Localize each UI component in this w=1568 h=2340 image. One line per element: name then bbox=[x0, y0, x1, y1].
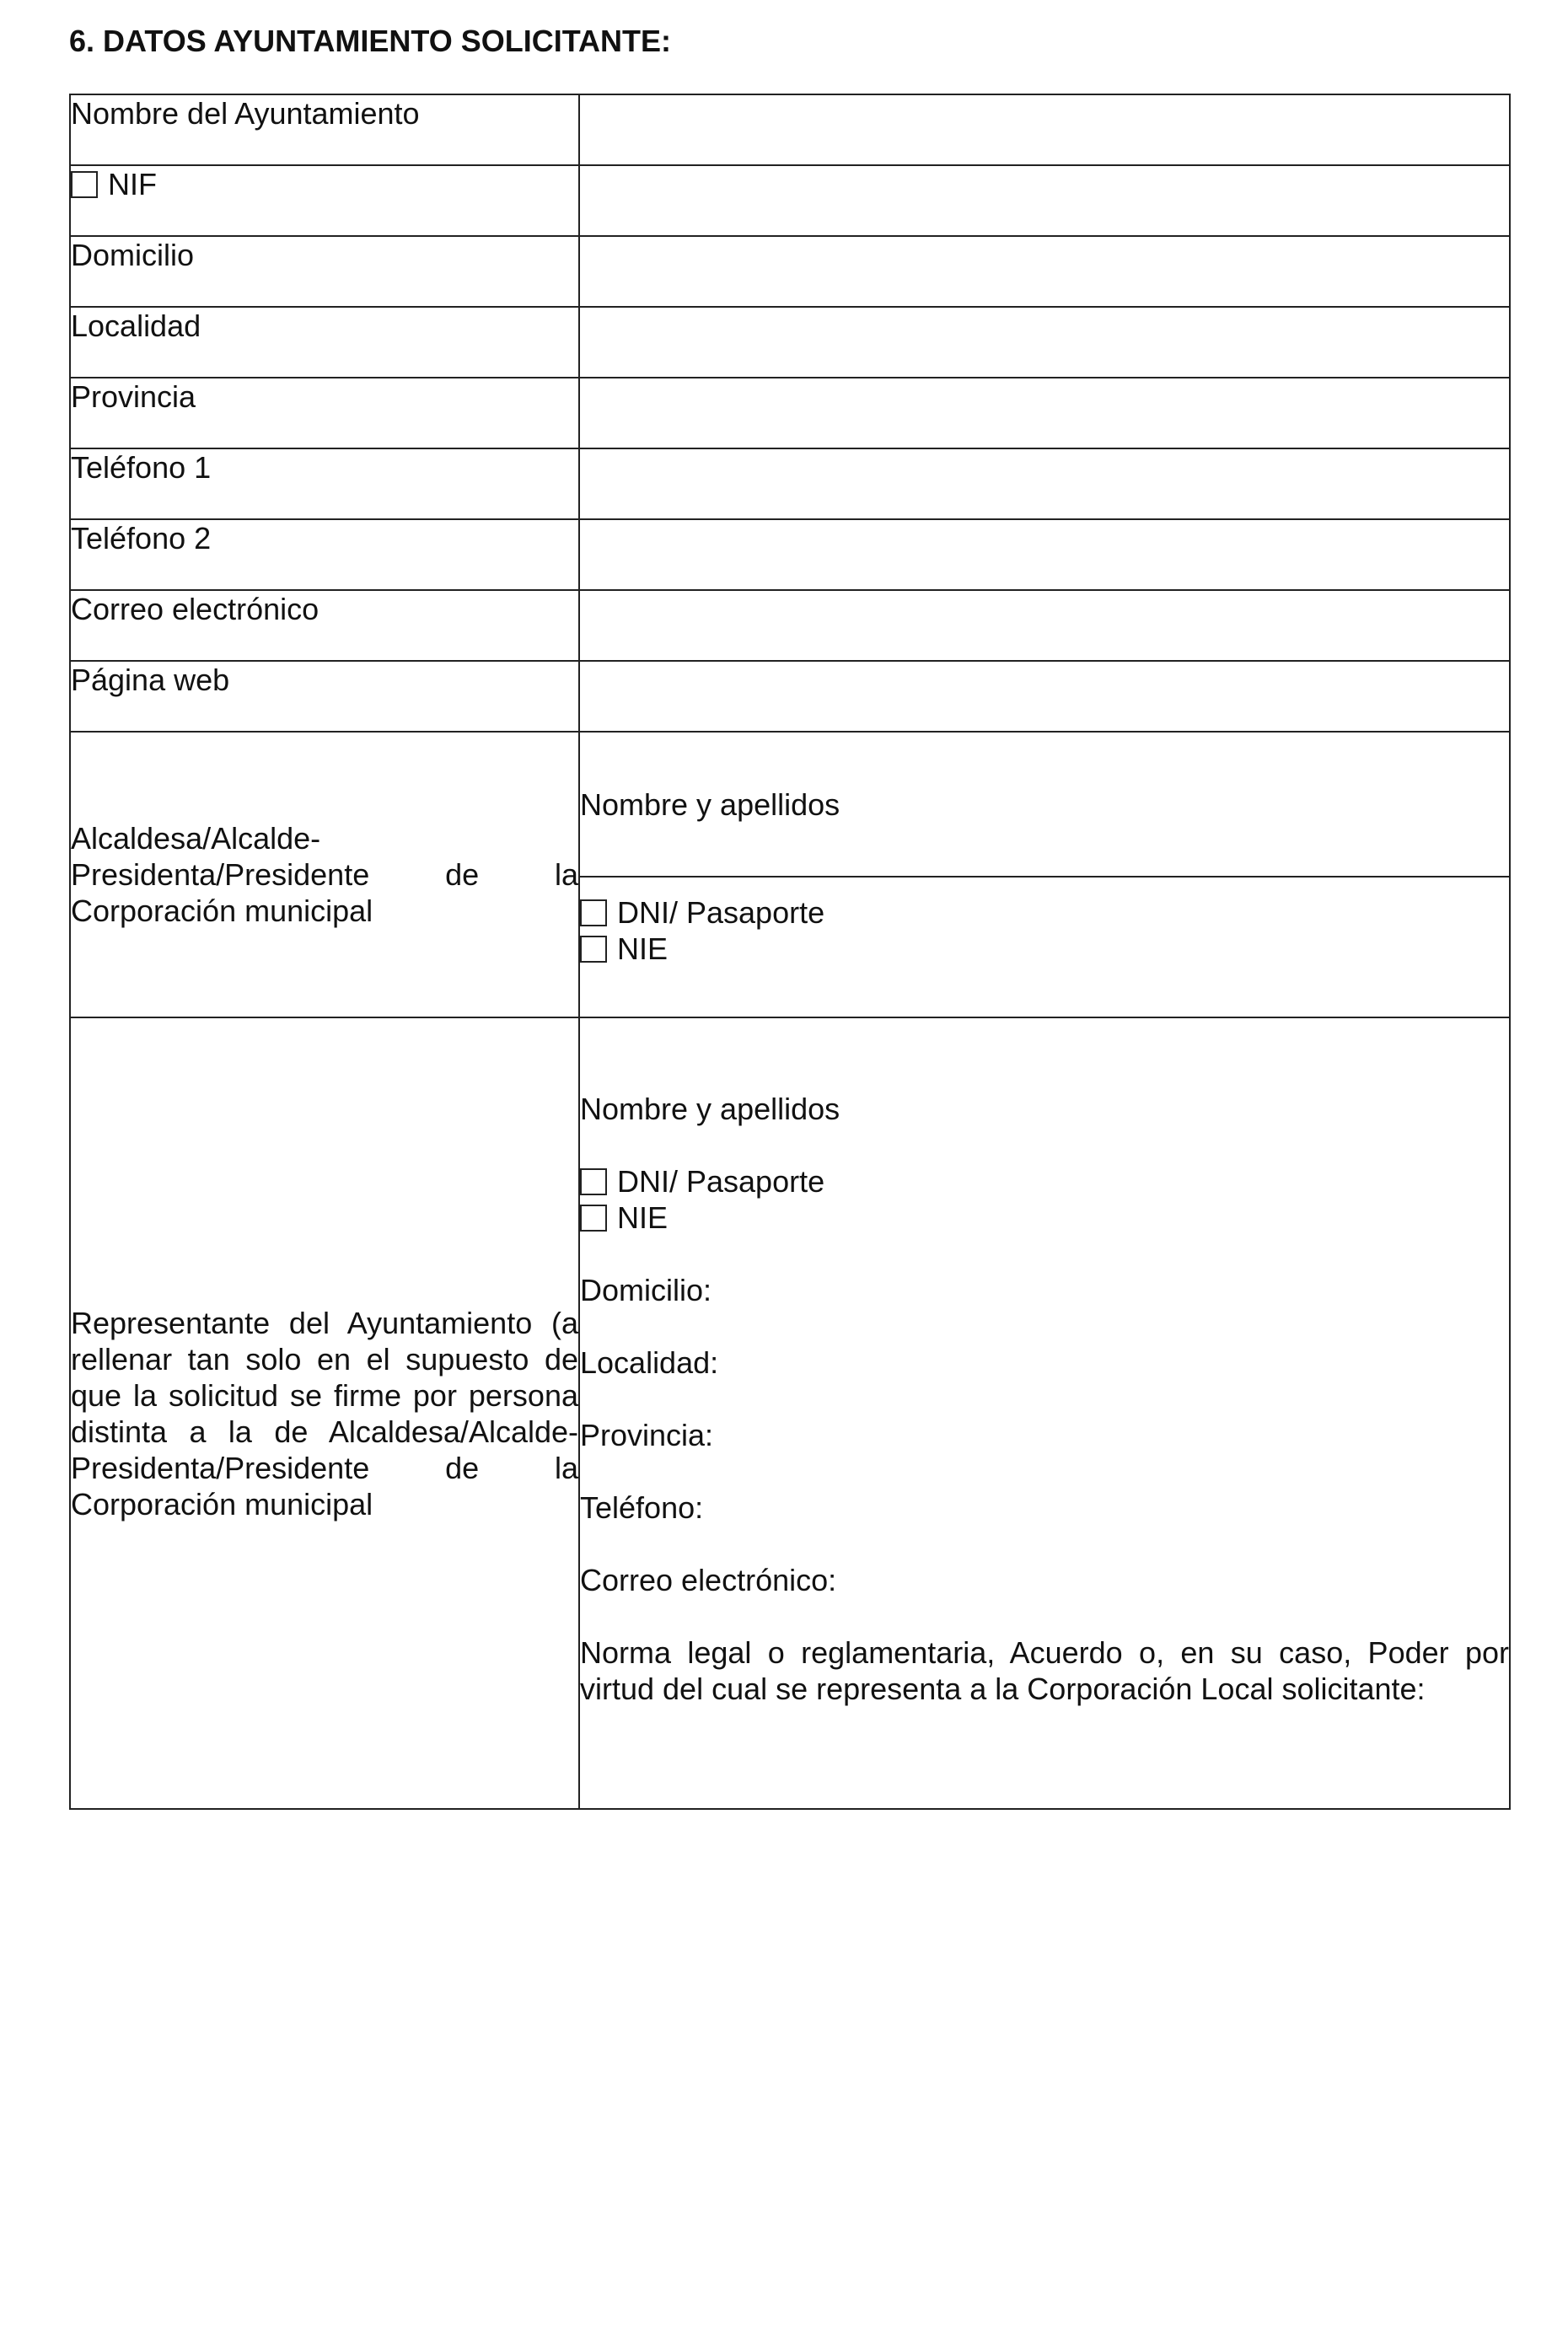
label-domicilio: Domicilio bbox=[70, 236, 579, 307]
rep-provincia-label: Provincia: bbox=[580, 1418, 714, 1452]
label-representante: Representante del Ayuntamiento (a rellenar tan solo en el supuesto de que la solicitud se firme por persona distinta a la de Alcaldesa/Alcalde-Presidenta/Presidente de la Corporación municipal bbox=[70, 1017, 579, 1809]
rep-norma-label: Norma legal o reglamentaria, Acuerdo o, en su caso, Poder por virtud del cual se representa a la Corporación Local solicitante: bbox=[580, 1635, 1509, 1706]
alcalde-dni-option bbox=[580, 894, 1509, 931]
label-nif-cell bbox=[70, 165, 579, 236]
rep-domicilio-label: Domicilio: bbox=[580, 1273, 712, 1307]
label-correo: Correo electrónico bbox=[70, 590, 579, 661]
row-nombre bbox=[70, 94, 1510, 165]
field-nif[interactable] bbox=[579, 165, 1510, 236]
row-telefono1 bbox=[70, 448, 1510, 519]
row-localidad bbox=[70, 307, 1510, 378]
rep-nie-checkbox[interactable] bbox=[580, 1205, 607, 1232]
field-representante bbox=[579, 1017, 1510, 1809]
alcalde-nombre-label: Nombre y apellidos bbox=[580, 786, 840, 822]
rep-dni-checkbox[interactable] bbox=[580, 1168, 607, 1195]
row-alcalde-nombre bbox=[70, 732, 1510, 877]
field-provincia[interactable] bbox=[579, 378, 1510, 448]
row-web bbox=[70, 661, 1510, 732]
label-alcalde: Alcaldesa/Alcalde-Presidenta/Presidente de la Corporación municipal bbox=[70, 732, 579, 1017]
field-alcalde-nombre[interactable] bbox=[579, 732, 1510, 877]
field-telefono1[interactable] bbox=[579, 448, 1510, 519]
rep-localidad-label: Localidad: bbox=[580, 1345, 719, 1380]
ayuntamiento-form-table bbox=[69, 94, 1511, 1810]
row-nif bbox=[70, 165, 1510, 236]
row-representante bbox=[70, 1017, 1510, 1809]
field-domicilio[interactable] bbox=[579, 236, 1510, 307]
rep-nie-option bbox=[580, 1200, 1509, 1236]
rep-dni-option bbox=[580, 1163, 1509, 1200]
alcalde-nie-option bbox=[580, 931, 1509, 967]
field-telefono2[interactable] bbox=[579, 519, 1510, 590]
field-correo[interactable] bbox=[579, 590, 1510, 661]
row-domicilio bbox=[70, 236, 1510, 307]
rep-correo-label: Correo electrónico: bbox=[580, 1563, 837, 1597]
alcalde-nie-label: NIE bbox=[617, 931, 669, 966]
label-provincia: Provincia bbox=[70, 378, 579, 448]
rep-nombre-label: Nombre y apellidos bbox=[580, 1092, 840, 1126]
row-provincia bbox=[70, 378, 1510, 448]
alcalde-dni-checkbox[interactable] bbox=[580, 899, 607, 926]
rep-dni-label: DNI/ Pasaporte bbox=[617, 1164, 825, 1199]
section-title: 6. DATOS AYUNTAMIENTO SOLICITANTE: bbox=[69, 24, 672, 58]
field-localidad[interactable] bbox=[579, 307, 1510, 378]
alcalde-dni-label: DNI/ Pasaporte bbox=[617, 895, 825, 930]
label-web: Página web bbox=[70, 661, 579, 732]
label-nif: NIF bbox=[108, 167, 157, 201]
nif-checkbox[interactable] bbox=[71, 171, 98, 198]
row-telefono2 bbox=[70, 519, 1510, 590]
row-correo bbox=[70, 590, 1510, 661]
field-nombre-ayuntamiento[interactable] bbox=[579, 94, 1510, 165]
label-localidad: Localidad bbox=[70, 307, 579, 378]
rep-nie-label: NIE bbox=[617, 1200, 669, 1235]
label-telefono2: Teléfono 2 bbox=[70, 519, 579, 590]
field-alcalde-doc bbox=[579, 877, 1510, 1017]
label-nombre-ayuntamiento: Nombre del Ayuntamiento bbox=[70, 94, 579, 165]
label-telefono1: Teléfono 1 bbox=[70, 448, 579, 519]
rep-telefono-label: Teléfono: bbox=[580, 1490, 704, 1525]
alcalde-nie-checkbox[interactable] bbox=[580, 936, 607, 963]
field-web[interactable] bbox=[579, 661, 1510, 732]
